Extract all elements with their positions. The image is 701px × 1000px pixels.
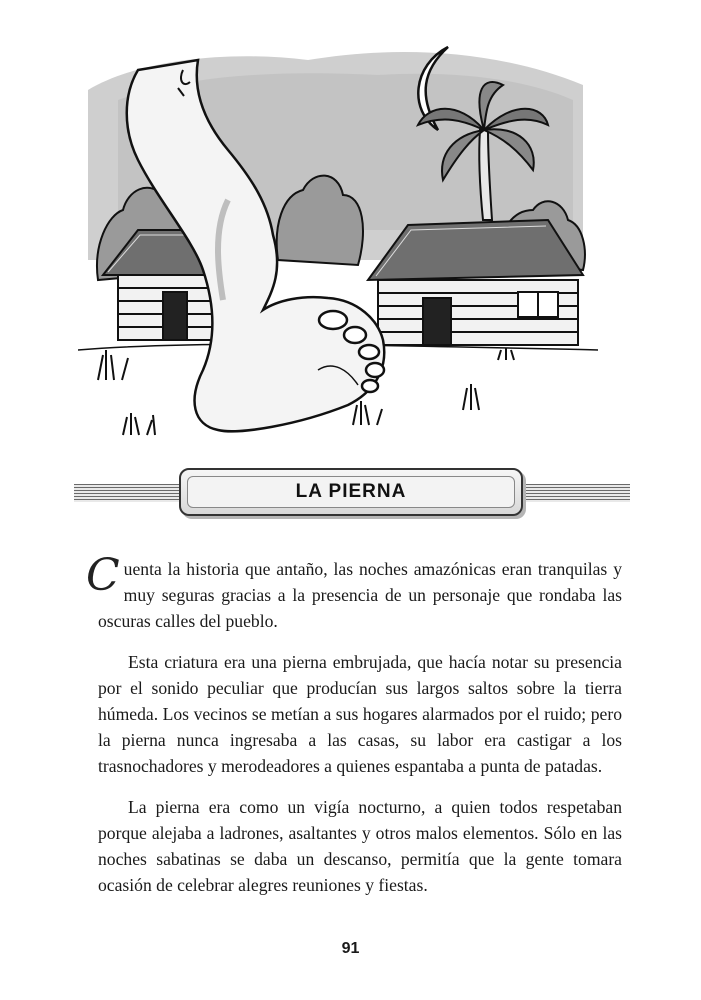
title-banner <box>74 468 630 520</box>
page-number: 91 <box>341 940 360 957</box>
story-title: LA PIERNA <box>295 481 407 502</box>
legend-illustration <box>78 30 598 450</box>
right-hut <box>368 220 583 345</box>
paragraph-1-text: uenta la historia que antaño, las noches amazónicas eran tranquilas y muy seguras gracias a la presencia de un personaje que rondaba las oscuras calles del pueblo. <box>98 559 622 631</box>
paragraph-3: La pierna era como un vigía nocturno, a quien todos respetaban porque alejaba a ladrones, asaltantes y otros malos elementos. Sólo en las noches sabatinas se daba un descanso, permitía que la gente tomara ocasión de celebrar alegres reuniones y fiestas. <box>98 797 622 895</box>
title-box-inner <box>187 476 515 508</box>
story-body <box>86 550 622 913</box>
paragraph-2: Esta criatura era una pierna embrujada, que hacía notar su presencia por el sonido peculiar que producían sus largos saltos sobre la tierra húmeda. Los vecinos se metían a sus hogares alarmados por el ruido; pero la pierna nunca ingresaba a las casas, su labor era castigar a los trasnochadores y merodeadores a quienes espantaba a punta de patadas. <box>98 652 622 776</box>
paragraph-1 <box>86 550 622 634</box>
title-box <box>179 468 523 516</box>
drop-cap: C <box>86 550 120 601</box>
